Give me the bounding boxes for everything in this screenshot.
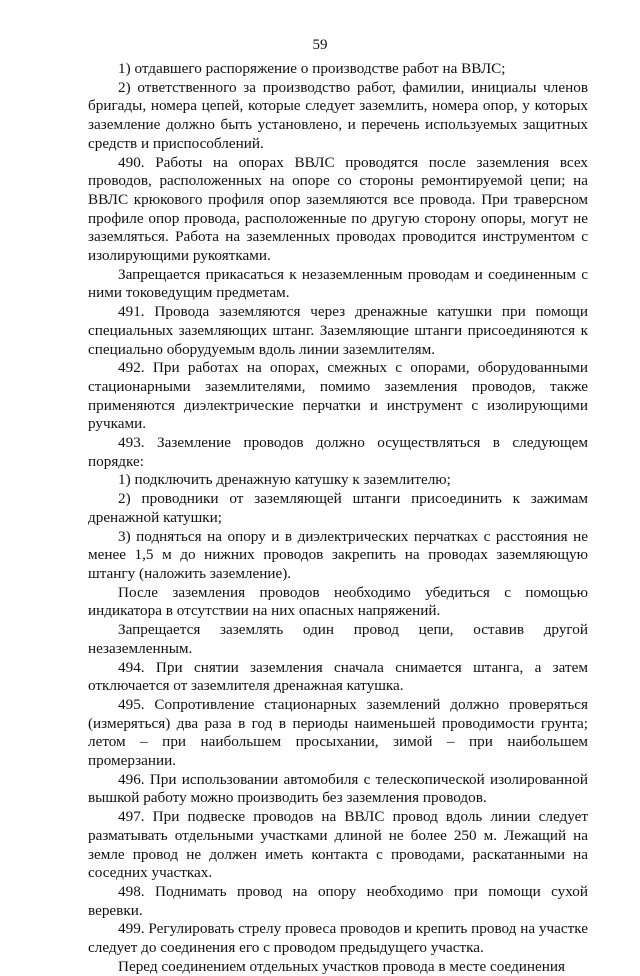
paragraph: Запрещается прикасаться к незаземленным проводам и соединенным с ними токоведущим предметам.: [88, 265, 588, 302]
paragraph: Перед соединением отдельных участков провода в месте соединения: [118, 957, 566, 975]
paragraph: 499. Регулировать стрелу провеса проводов и крепить провод на участке следует до соединения его с проводом предыдущего участка.: [88, 920, 588, 957]
paragraph: После заземления проводов необходимо убедиться с помощью индикатора в отсутствии на них опасных напряжений.: [88, 583, 588, 620]
paragraph: Запрещается заземлять один провод цепи, оставив другой незаземленным.: [88, 621, 588, 657]
paragraph: 1) отдавшего распоряжение о производстве работ на ВВЛС;: [118, 60, 506, 77]
paragraph: 494. При снятии заземления сначала снимается штанга, а затем отключается от заземлителя дренажная катушка.: [88, 658, 588, 695]
paragraph: 497. При подвеске проводов на ВВЛС провод вдоль линии следует разматывать отдельными участками длиной не более 250 м. Лежащий на земле провод не должен иметь контакта с проводами, раскатанными на соседних участках.: [88, 808, 588, 882]
paragraph: 492. При работах на опорах, смежных с опорами, оборудованными стационарными заземлителями, помимо заземления проводов, также применяются диэлектрические перчатки и инструмент с изолирующими ручками.: [88, 359, 588, 433]
paragraph: 3) подняться на опору и в диэлектрических перчатках с расстояния не менее 1,5 м до нижних проводов закрепить на проводах заземляющую штангу (наложить заземление).: [88, 527, 588, 582]
paragraph: 491. Провода заземляются через дренажные катушки при помощи специальных заземляющих штанг. Заземляющие штанги присоединяются к специально оборудуемым вдоль линии заземлителям.: [88, 303, 588, 358]
paragraph: 498. Поднимать провод на опору необходимо при помощи сухой веревки.: [88, 882, 588, 919]
paragraph: 1) подключить дренажную катушку к заземлителю;: [118, 471, 451, 489]
paragraph: 493. Заземление проводов должно осуществляться в следующем порядке:: [88, 434, 588, 470]
paragraph: 490. Работы на опорах ВВЛС проводятся после заземления всех проводов, расположенных на опоре со стороны ремонтируемой цепи; на ВВЛС крюкового профиля опор заземляются все провода. При траверсном профиле опор провода, расположенные по другую сторону опоры, могут не заземляться. Работа на заземленных проводах проводится инструментом с изолирующими рукоятками.: [88, 153, 588, 265]
paragraph: 495. Сопротивление стационарных заземлений должно проверяться (измеряться) два раза в год в периоды наименьшей проводимости грунта; летом – при наибольшем просыхании, зимой – при наибольшем промерзании.: [88, 695, 588, 770]
paragraph: 2) проводники от заземляющей штанги присоединить к зажимам дренажной катушки;: [88, 490, 588, 526]
paragraph: 2) ответственного за производство работ, фамилии, инициалы членов бригады, номера цепей, которые следует заземлить, номера опор, у которых заземление должно быть установлено, и перечень используемых защитных средств и приспособлений.: [88, 78, 588, 152]
paragraph: 496. При использовании автомобиля с телескопической изолированной вышкой работу можно производить без заземления проводов.: [88, 770, 588, 807]
body-text: [88, 60, 588, 976]
page-number: 59: [312, 37, 328, 53]
